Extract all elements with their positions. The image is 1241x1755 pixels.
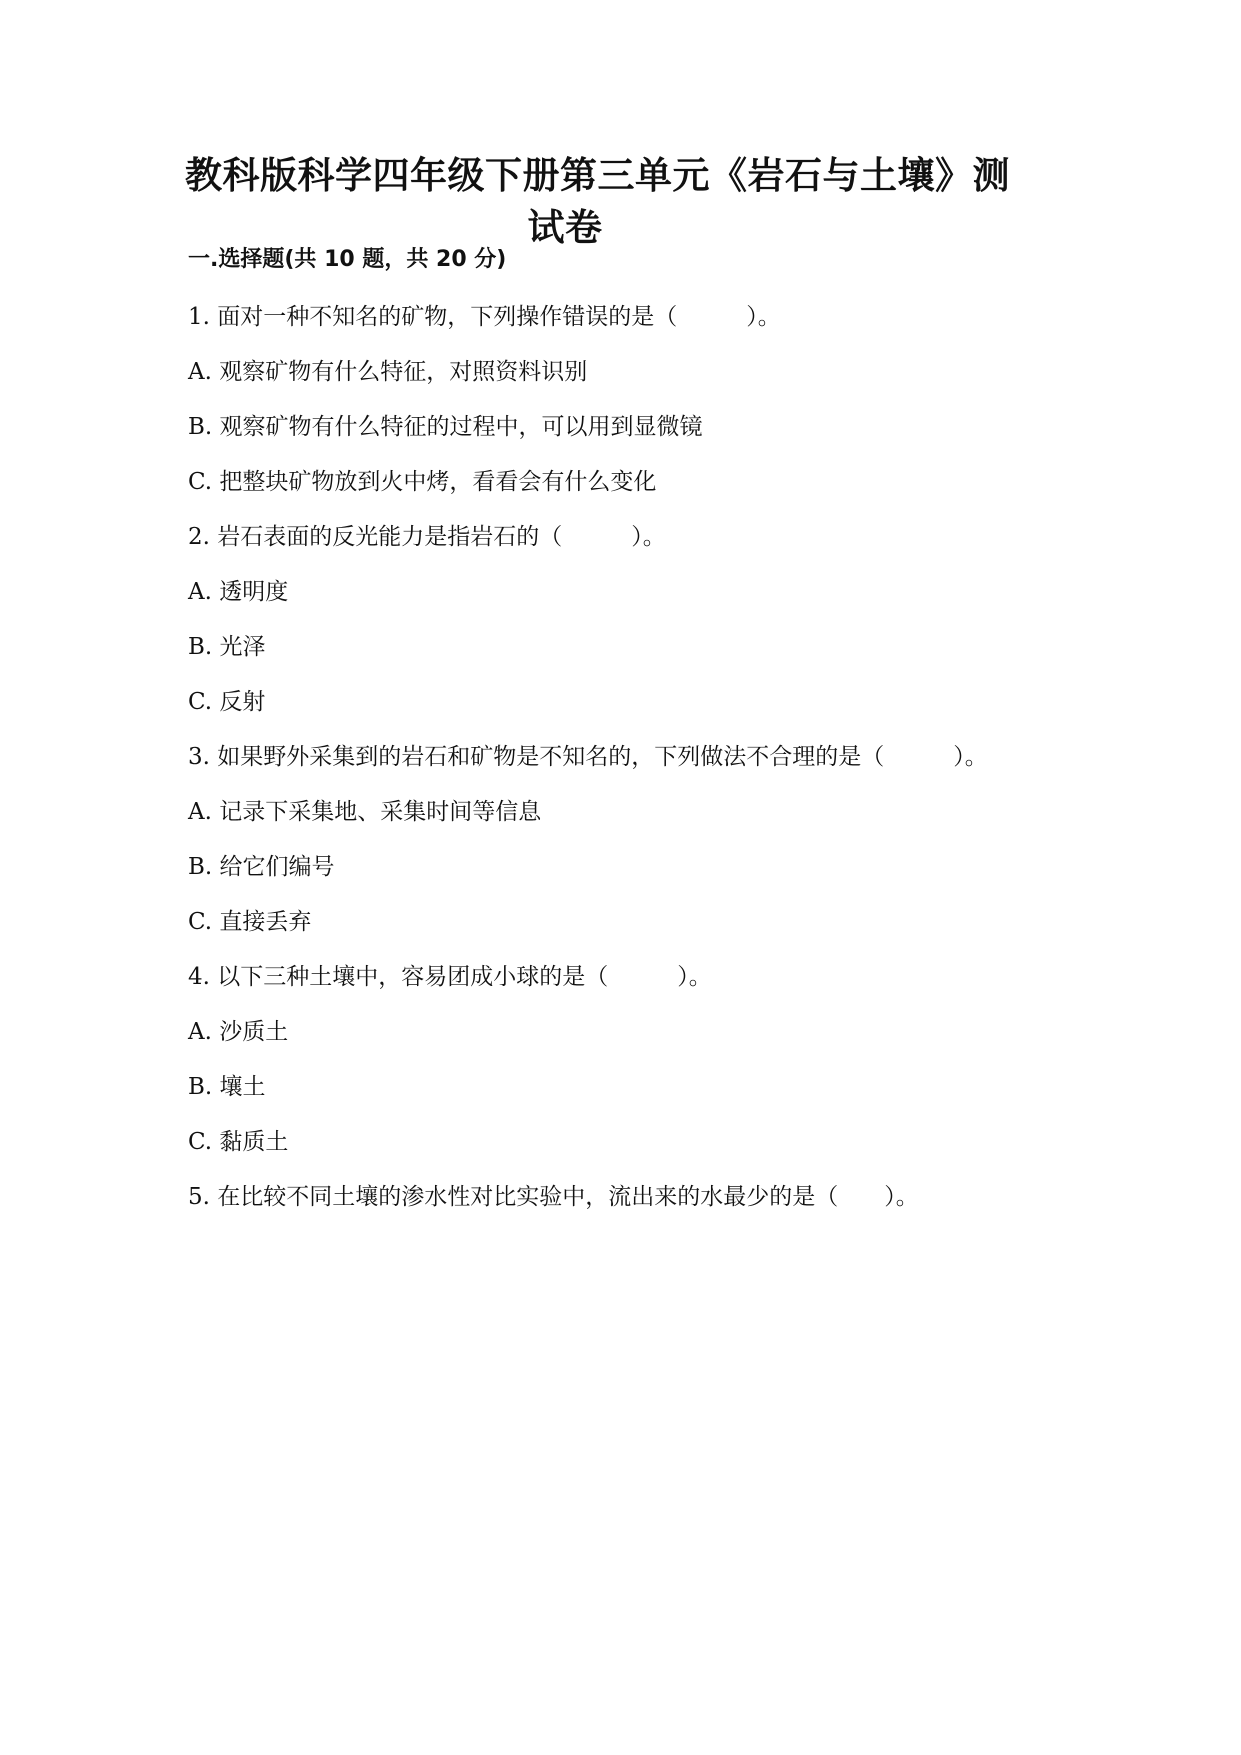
question-1-text: 1. 面对一种不知名的矿物，下列操作错误的是（ ）。 bbox=[188, 304, 781, 330]
question-2-text: 2. 岩石表面的反光能力是指岩石的（ ）。 bbox=[188, 524, 666, 550]
question-3-option-c: C. 直接丢弃 bbox=[188, 909, 312, 935]
question-2-option-a: A. 透明度 bbox=[188, 579, 289, 605]
question-5-text: 5. 在比较不同土壤的渗水性对比实验中，流出来的水最少的是（ ）。 bbox=[188, 1184, 919, 1210]
question-2-option-b: B. 光泽 bbox=[188, 634, 266, 660]
question-3-text: 3. 如果野外采集到的岩石和矿物是不知名的，下列做法不合理的是（ ）。 bbox=[188, 744, 988, 770]
question-1-option-c: C. 把整块矿物放到火中烤，看看会有什么变化 bbox=[188, 469, 657, 495]
question-2-option-c: C. 反射 bbox=[188, 689, 266, 715]
document-title bbox=[185, 150, 1010, 254]
document-title-line-2: 试卷 bbox=[527, 206, 603, 249]
question-3-option-b: B. 给它们编号 bbox=[188, 854, 335, 880]
question-1-option-a: A. 观察矿物有什么特征，对照资料识别 bbox=[188, 359, 588, 385]
question-4-option-a: A. 沙质土 bbox=[188, 1019, 289, 1045]
question-3-option-a: A. 记录下采集地、采集时间等信息 bbox=[188, 799, 542, 825]
question-1-option-b: B. 观察矿物有什么特征的过程中，可以用到显微镜 bbox=[188, 414, 703, 440]
question-4-text: 4. 以下三种土壤中，容易团成小球的是（ ）。 bbox=[188, 964, 712, 990]
question-4-option-b: B. 壤土 bbox=[188, 1074, 266, 1100]
question-4-option-c: C. 黏质土 bbox=[188, 1129, 289, 1155]
section-heading: 一.选择题(共 10 题，共 20 分) bbox=[188, 247, 507, 272]
document-title-line-1: 教科版科学四年级下册第三单元《岩石与土壤》测 bbox=[185, 154, 1010, 197]
